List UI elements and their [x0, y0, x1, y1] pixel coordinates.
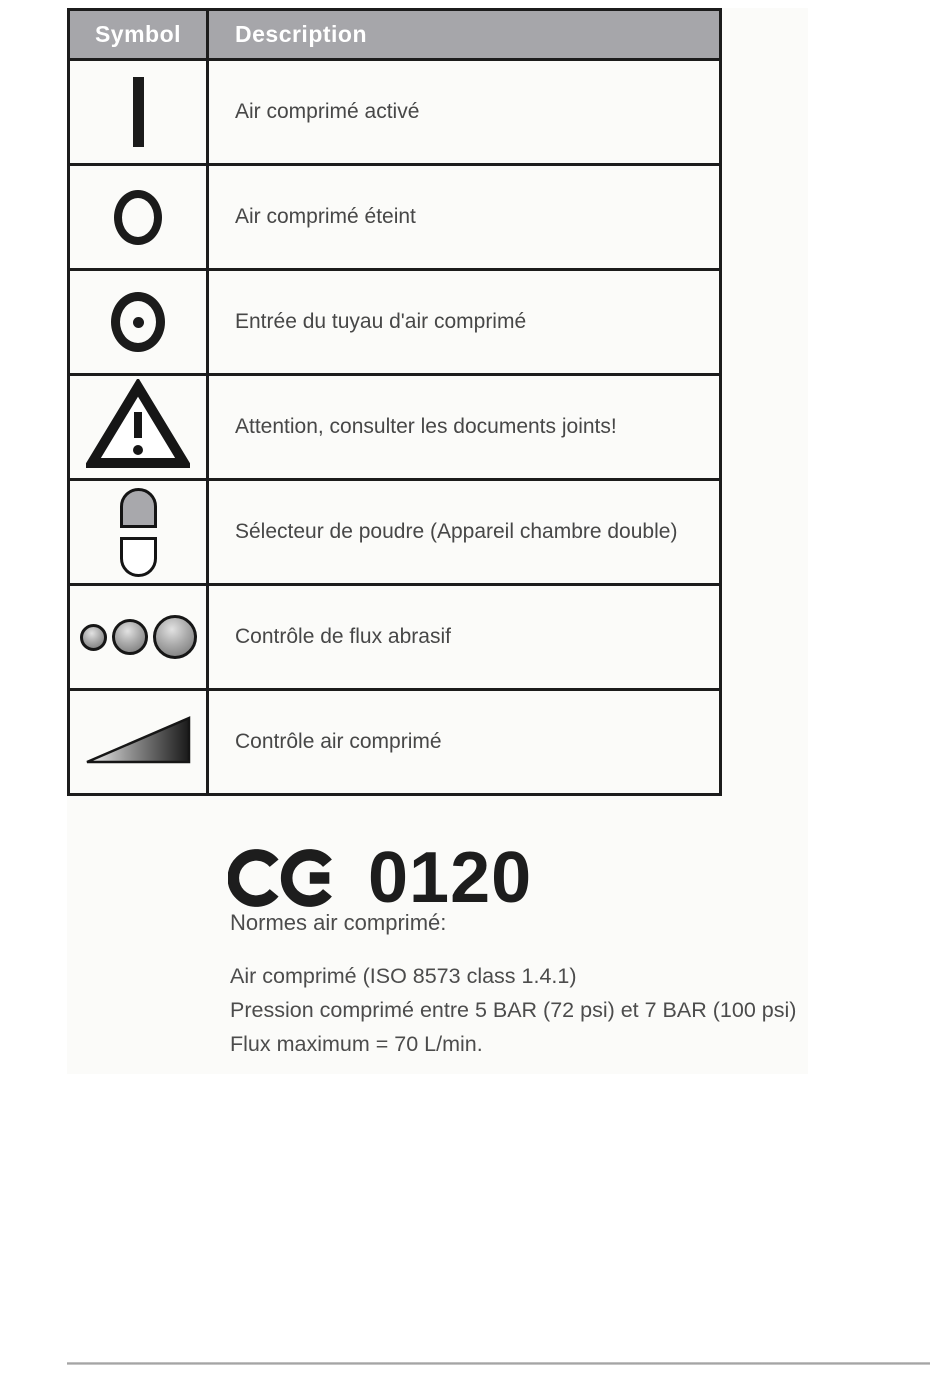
table-row [69, 60, 721, 165]
footer-divider [67, 1362, 930, 1365]
header-row [69, 10, 721, 60]
ce-certification-block [228, 838, 533, 918]
ce-number: 0120 [368, 838, 533, 918]
table-row [69, 270, 721, 375]
powder-selector-icon [120, 488, 157, 577]
description-column-header: Description [208, 10, 721, 60]
medium-sphere [112, 619, 148, 655]
symbol-cell [69, 480, 208, 585]
symbol-description: Contrôle air comprimé [208, 690, 721, 795]
symbol-table [67, 8, 722, 796]
symbol-description: Air comprimé activé [208, 60, 721, 165]
symbol-cell [69, 165, 208, 270]
symbol-description: Air comprimé éteint [208, 165, 721, 270]
ce-caption: Normes air comprimé: [230, 910, 447, 935]
symbol-description: Sélecteur de poudre (Appareil chambre double) [208, 480, 721, 585]
table-header [69, 10, 721, 60]
symbol-description: Attention, consulter les documents joints! [208, 375, 721, 480]
table-row [69, 165, 721, 270]
table-row [69, 585, 721, 690]
symbol-cell [69, 270, 208, 375]
symbol-cell [69, 375, 208, 480]
symbol-description: Contrôle de flux abrasif [208, 585, 721, 690]
ce-mark-icon [228, 847, 340, 909]
capsule-top-chamber [120, 488, 157, 528]
small-sphere [80, 624, 107, 651]
symbol-cell [69, 690, 208, 795]
table-row [69, 375, 721, 480]
air-hose-inlet-icon [111, 292, 165, 352]
table-row [69, 690, 721, 795]
abrasive-flow-icon [80, 615, 197, 659]
air-specs [230, 959, 796, 1061]
large-sphere [153, 615, 197, 659]
spec-line-iso: Air comprimé (ISO 8573 class 1.4.1) [230, 964, 577, 988]
inlet-center-dot [133, 317, 144, 328]
spec-line-flow: Flux maximum = 70 L/min. [230, 1032, 483, 1056]
warning-triangle-icon [86, 379, 190, 471]
spec-line-pressure: Pression comprimé entre 5 BAR (72 psi) et 7 BAR (100 psi) [230, 998, 797, 1022]
symbol-cell [69, 585, 208, 690]
power-on-bar-icon [133, 77, 144, 147]
power-off-circle-icon [114, 190, 162, 245]
symbol-cell [69, 60, 208, 165]
symbol-description: Entrée du tuyau d'air comprimé [208, 270, 721, 375]
table-row [69, 480, 721, 585]
capsule-bottom-chamber [120, 537, 157, 577]
air-pressure-ramp-icon [84, 715, 192, 765]
symbol-column-header: Symbol [69, 10, 208, 60]
